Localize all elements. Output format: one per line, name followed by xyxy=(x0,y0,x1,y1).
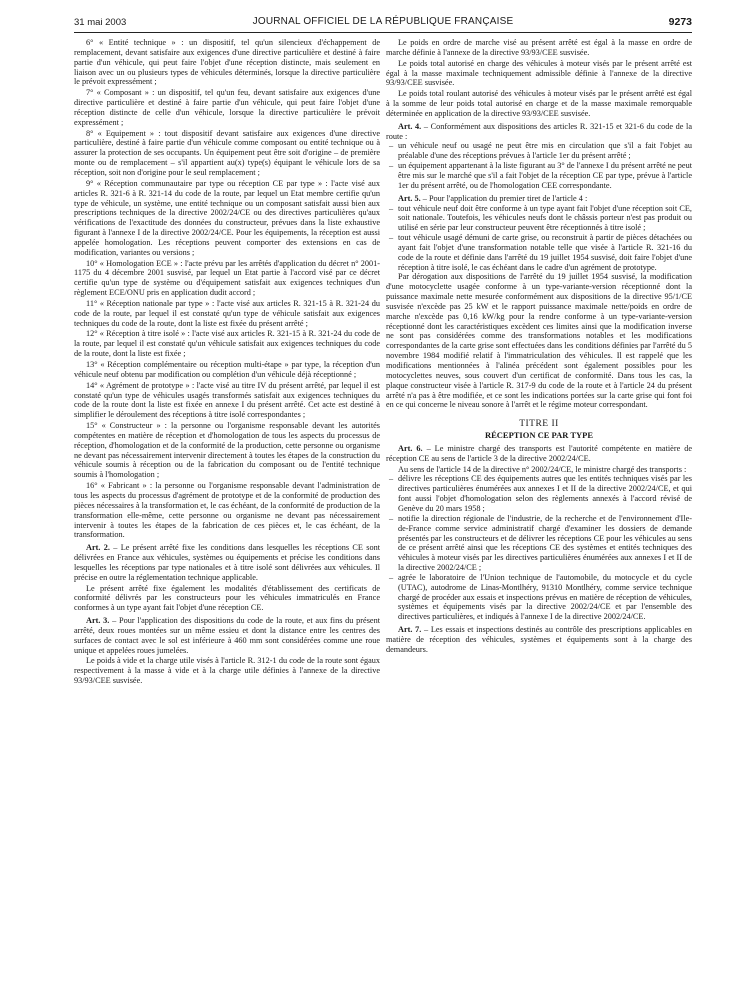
list-item: – un véhicule neuf ou usagé ne peut être mis en circulation que s'il a fait l'objet au préalable d'une des réceptions prévues à l'article 1er du présent arrêté ; xyxy=(386,141,692,161)
paragraph-text: Le présent arrêté fixe également les modalités d'établissement des certificats de conformité délivrés par les constructeurs pour les véhicules immatriculés en France conformes à un type ayant fait l'objet d'une réception CE. xyxy=(74,583,380,613)
dash-list xyxy=(386,204,692,273)
page-header xyxy=(74,14,692,30)
title-subheading: RÉCEPTION CE PAR TYPE xyxy=(484,430,594,441)
title-heading: TITRE II xyxy=(519,419,559,430)
paragraph xyxy=(386,272,692,410)
paragraph xyxy=(74,299,380,329)
paragraph xyxy=(74,481,380,540)
paragraph xyxy=(74,179,380,258)
article-paragraph xyxy=(74,543,380,582)
article-label: Art. 5. xyxy=(398,193,421,203)
list-item: – tout véhicule usagé démuni de carte grise, ou reconstruit à partir de pièces détachées ou ayant fait l'objet d'une transformation notable telle que visée à l'article R. 321-16 du code de la route et définie dans l'arrêté du 19 juillet 1954 susvisé, doit faire l'objet d'une réception à titre isolé, le cas échéant dans le cadre d'un agrément de prototype. xyxy=(386,233,692,272)
article-paragraph xyxy=(386,444,692,464)
paragraph-text: – Le ministre chargé des transports est l'autorité compétente en matière de réception CE au sens de l'article 3 de la directive 2002/24/CE. xyxy=(386,443,692,463)
paragraph-text: Par dérogation aux dispositions de l'arrêté du 19 juillet 1954 susvisé, la modification d'une motocyclette usagée conforme à un type-variante-version réceptionné dont la puissance maximale nette mesurée conformément aux dispositions de la directive 95/1/CE susvisée n'excède pas 25 kW et le rapport puissance maximale nette/poids en ordre de marche n'excède pas 0,16 kW/kg pour la rendre conforme à un type-variante-version réceptionné dont les caractéristiques excèdent ces limites ainsi que la modification inverse ne sont pas considérées comme des transformations notables et les modifications correspondantes de la carte grise sont effectuées dans les conditions définies par l'arrêté du 5 novembre 1984 modifié relatif à l'immatriculation des véhicules. Il est rappelé que les modifications mentionnées à l'alinéa précédent sont également possibles pour les motocyclettes neuves, sous couvert d'un certificat de conformité. Dans tous les cas, la plaque constructeur visée à l'article R. 317-9 du code de la route et à l'article 24 du présent arrêté n'a pas à être modifiée, et ce sont les indications portées sur la carte grise qui font foi en ce qui concerne le niveau sonore à l'arrêt et le régime moteur correspondant. xyxy=(386,272,692,410)
article-paragraph xyxy=(386,625,692,655)
paragraph-text: 7° « Composant » : un dispositif, tel qu'un feu, devant satisfaire aux exigences d'une directive particulière et destiné à faire partie d'un véhicule, qui peut faire l'objet d'une réception distincte de celle d'un véhicule, lorsque la directive particulière le prévoit expressément ; xyxy=(74,88,380,127)
paragraph-text: Le poids total autorisé en charge des véhicules à moteur visés par le présent arrêté est égal à la masse maximale techniquement admissible définie à l'annexe de la directive 93/93/CEE susvisée. xyxy=(386,58,692,88)
paragraph-text: 8° « Equipement » : tout dispositif devant satisfaire aux exigences d'une directive particulière, destiné à faire partie d'un véhicule comme composant ou entité technique ou à assurer la protection de ses occupants. Un équipement peut être soit d'origine – de première monte ou de remplacement – s'il appartient au(x) type(s) équipant le véhicule lors de sa réception, soit non d'origine pour le seul remplacement ; xyxy=(74,128,380,177)
article-paragraph xyxy=(386,122,692,142)
page-number: 9273 xyxy=(668,16,692,28)
paragraph xyxy=(74,421,380,480)
right-column-bottom xyxy=(386,444,692,655)
paragraph xyxy=(74,329,380,359)
paragraph xyxy=(74,38,380,87)
list-item: – agrée le laboratoire de l'Union technique de l'automobile, du motocycle et du cycle (UTAC), autodrome de Linas-Montlhéry, 91310 Montlhéry, comme service technique chargé de procéder aux essais et inspections prévus en matière de réception de véhicules, systèmes et équipements visés par la directive 2002/24/CE et par l'ensemble des directives particulières, et indiqués à l'annexe I de la directive 2002/24/CE. xyxy=(386,573,692,622)
paragraph-text: Au sens de l'article 14 de la directive n° 2002/24/CE, le ministre chargé des transports : xyxy=(398,464,687,474)
paragraph-text: 14° « Agrément de prototype » : l'acte visé au titre IV du présent arrêté, par lequel il est constaté qu'un type de véhicules usagés transformés satisfait aux exigences techniques du code de la route dont la liste est fixée en annexe I du présent arrêté. Cet acte est destiné à simplifier le déroulement des réceptions à titre isolé correspondantes ; xyxy=(74,380,380,420)
list-item: – délivre les réceptions CE des équipements autres que les entités techniques visés par les directives particulières énumérées aux annexes I et II de la directive 2002/24/CE, et qui font aussi l'objet d'homologation selon des règlements annexés à l'accord révisé de Genève du 20 mars 1958 ; xyxy=(386,474,692,513)
paragraph-text: Le poids en ordre de marche visé au présent arrêté est égal à la masse en ordre de marche définie à l'annexe de la directive 93/93/CEE susvisée. xyxy=(386,38,692,57)
paragraph-text: 11° « Réception nationale par type » : l'acte visé aux articles R. 321-15 à R. 321-24 du code de la route, par lequel il est constaté qu'un type de véhicule satisfait aux exigences techniques du code de la route, dont la liste est fixée du présent arrêté ; xyxy=(74,298,380,328)
article-label: Art. 7. xyxy=(398,625,422,635)
article-paragraph xyxy=(386,194,692,204)
paragraph-text: 15° « Constructeur » : la personne ou l'organisme responsable devant les autorités compétentes en matière de réception et d'homologation de tous les aspects du processus de réception, d'homologation et de la conformité de la production, cette personne ou organisme ne devant pas nécessairement intervenir directement à toutes les étapes de la construction du véhicule soumis à réception ou de la fabrication du composant ou de l'entité technique soumis à l'homologation ; xyxy=(74,421,380,480)
paragraph xyxy=(386,89,692,119)
paragraph-text: 12° « Réception à titre isolé » : l'acte visé aux articles R. 321-15 à R. 321-24 du code de la route, par lequel il est constaté qu'un véhicule satisfait aux exigences techniques du code de la route, dont la liste est fixée ; xyxy=(74,329,380,359)
right-column xyxy=(386,38,692,984)
paragraph-text: 13° « Réception complémentaire ou réception multi-étape » par type, la réception d'un véhicule neuf obtenu par modification ou complétion d'un véhicule déjà réceptionné ; xyxy=(74,360,380,379)
paragraph-text: – Pour l'application du premier tiret de l'article 4 : xyxy=(420,193,588,203)
article-label: Art. 4. xyxy=(398,121,422,131)
paragraph-text: – Le présent arrêté fixe les conditions dans lesquelles les réceptions CE sont délivrées en France aux véhicules, systèmes ou équipements et précise les conditions dans lesquelles les réceptions par type nationales et à titre isolé sont délivrées aux véhicules. Il précise en outre la réglementation technique applicable. xyxy=(74,543,380,582)
list-item: – un équipement appartenant à la liste figurant au 3° de l'annexe I du présent arrêté ne peut être mis sur le marché que s'il a fait l'objet de la réception CE par type, prévue à l'article 1er du présent arrêté, ou de l'homologation CEE correspondante. xyxy=(386,161,692,191)
article-label: Art. 3. xyxy=(86,616,110,626)
dash-list xyxy=(386,474,692,622)
right-column-top xyxy=(386,38,692,410)
paragraph xyxy=(74,360,380,380)
paragraph xyxy=(386,38,692,58)
paragraph-text: 16° « Fabricant » : la personne ou l'organisme responsable devant l'administration de tous les aspects du processus d'agrément de prototype et de la conformité de production des pièces nécessaires à la transformation et, le cas échéant, de la conformité de production de la transformation elle-même, cette personne ou organisme ne devant pas nécessairement intervenir à toutes les étapes de la fabrication de ces pièces et, le cas échéant, de la transformation. xyxy=(74,481,380,540)
journal-title: JOURNAL OFFICIEL DE LA RÉPUBLIQUE FRANÇAISE xyxy=(252,16,514,27)
paragraph-text: 10° « Homologation ECE » : l'acte prévu par les arrêtés d'application du décret n° 2001-1175 du 4 décembre 2001 susvisé, par lequel un Etat partie à l'accord visé par ce décret certifie qu'un type de système ou d'équipement satisfait aux exigences techniques d'un règlement ECE/ONU pris en application dudit accord ; xyxy=(74,258,380,298)
left-column xyxy=(74,38,380,984)
paragraph-text: Le poids à vide et la charge utile visés à l'article R. 312-1 du code de la route sont égaux respectivement à la masse à vide et à la charge utile définies à l'annexe de la directive 93/93/CEE susvisée. xyxy=(74,656,380,686)
paragraph-text: Le poids total roulant autorisé des véhicules à moteur visés par le présent arrêté est égal à la somme de leur poids total autorisé en charge et de la masse maximale remorquable déterminée en application de la directive 93/93/CEE susvisée. xyxy=(386,89,692,118)
paragraph-text: 9° « Réception communautaire par type ou réception CE par type » : l'acte visé aux articles R. 321-6 à R. 321-14 du code de la route, par lequel un Etat membre certifie qu'un type de véhicule, un système, une entité technique ou un composant satisfait aussi bien aux prescriptions techniques de la directive 2002/24/CE ou des directives particulières qu'aux vérifications de l'exactitude des données du constructeur, prévues dans la liste exhaustive figurant à l'annexe I de la directive 2002/24/CE. Pour les équipements, la réception est aussi appelée homologation. Les réceptions peuvent comporter des extensions en cas de modification, variantes ou versions ; xyxy=(74,178,380,257)
article-paragraph xyxy=(74,616,380,655)
paragraph-text: 6° « Entité technique » : un dispositif, tel qu'un silencieux d'échappement de remplacement, devant satisfaire aux exigences d'une directive particulière et destiné à faire partie d'un véhicule, qui peut faire l'objet d'une réception distincte, mais seulement en liaison avec un ou plusieurs types de véhicules déterminés, lorsque la directive particulière le prévoit expressément ; xyxy=(74,38,380,87)
paragraph xyxy=(74,381,380,420)
paragraph xyxy=(74,584,380,614)
paragraph xyxy=(74,129,380,178)
paragraph xyxy=(74,88,380,127)
paragraph-text: – Les essais et inspections destinés au contrôle des prescriptions applicables en matière de réception des véhicules, systèmes et équipements sont à la charge des demandeurs. xyxy=(386,625,692,654)
dash-list xyxy=(386,141,692,190)
issue-date: 31 mai 2003 xyxy=(74,17,127,28)
list-item: – notifie la direction régionale de l'industrie, de la recherche et de l'environnement d'Ile-de-France comme service administratif chargé d'examiner les dossiers de demande présentés par les constructeurs et de délivrer les réceptions CE pour les véhicules au sens de ce présent arrêté ainsi que les réceptions CE des systèmes et entités techniques des véhicules à moteur visés par les directives particulières énumérées aux annexes I et II de la directive 2002/24/CE ; xyxy=(386,514,692,573)
header-rule xyxy=(74,32,692,33)
article-label: Art. 6. xyxy=(398,443,423,453)
list-item: – tout véhicule neuf doit être conforme à un type ayant fait l'objet d'une réception soit CE, soit nationale. Toutefois, les véhicules neufs dont le châssis porteur n'est pas produit ou utilisé en série par leur constructeur peuvent être réceptionnés à titre isolé ; xyxy=(386,204,692,234)
paragraph-text: – Conformément aux dispositions des articles R. 321-15 et 321-6 du code de la route : xyxy=(386,121,692,141)
paragraph xyxy=(386,465,692,475)
paragraph xyxy=(74,656,380,686)
paragraph xyxy=(386,59,692,89)
article-label: Art. 2. xyxy=(86,543,110,553)
paragraph xyxy=(74,259,380,298)
paragraph-text: – Pour l'application des dispositions du code de la route, et aux fins du présent arrêté, deux roues montées sur un même essieu et dont la distance entre les centres des surfaces de contact avec le sol est inférieure à 460 mm sont considérées comme une roue unique et appelées roues jumelées. xyxy=(74,616,380,655)
